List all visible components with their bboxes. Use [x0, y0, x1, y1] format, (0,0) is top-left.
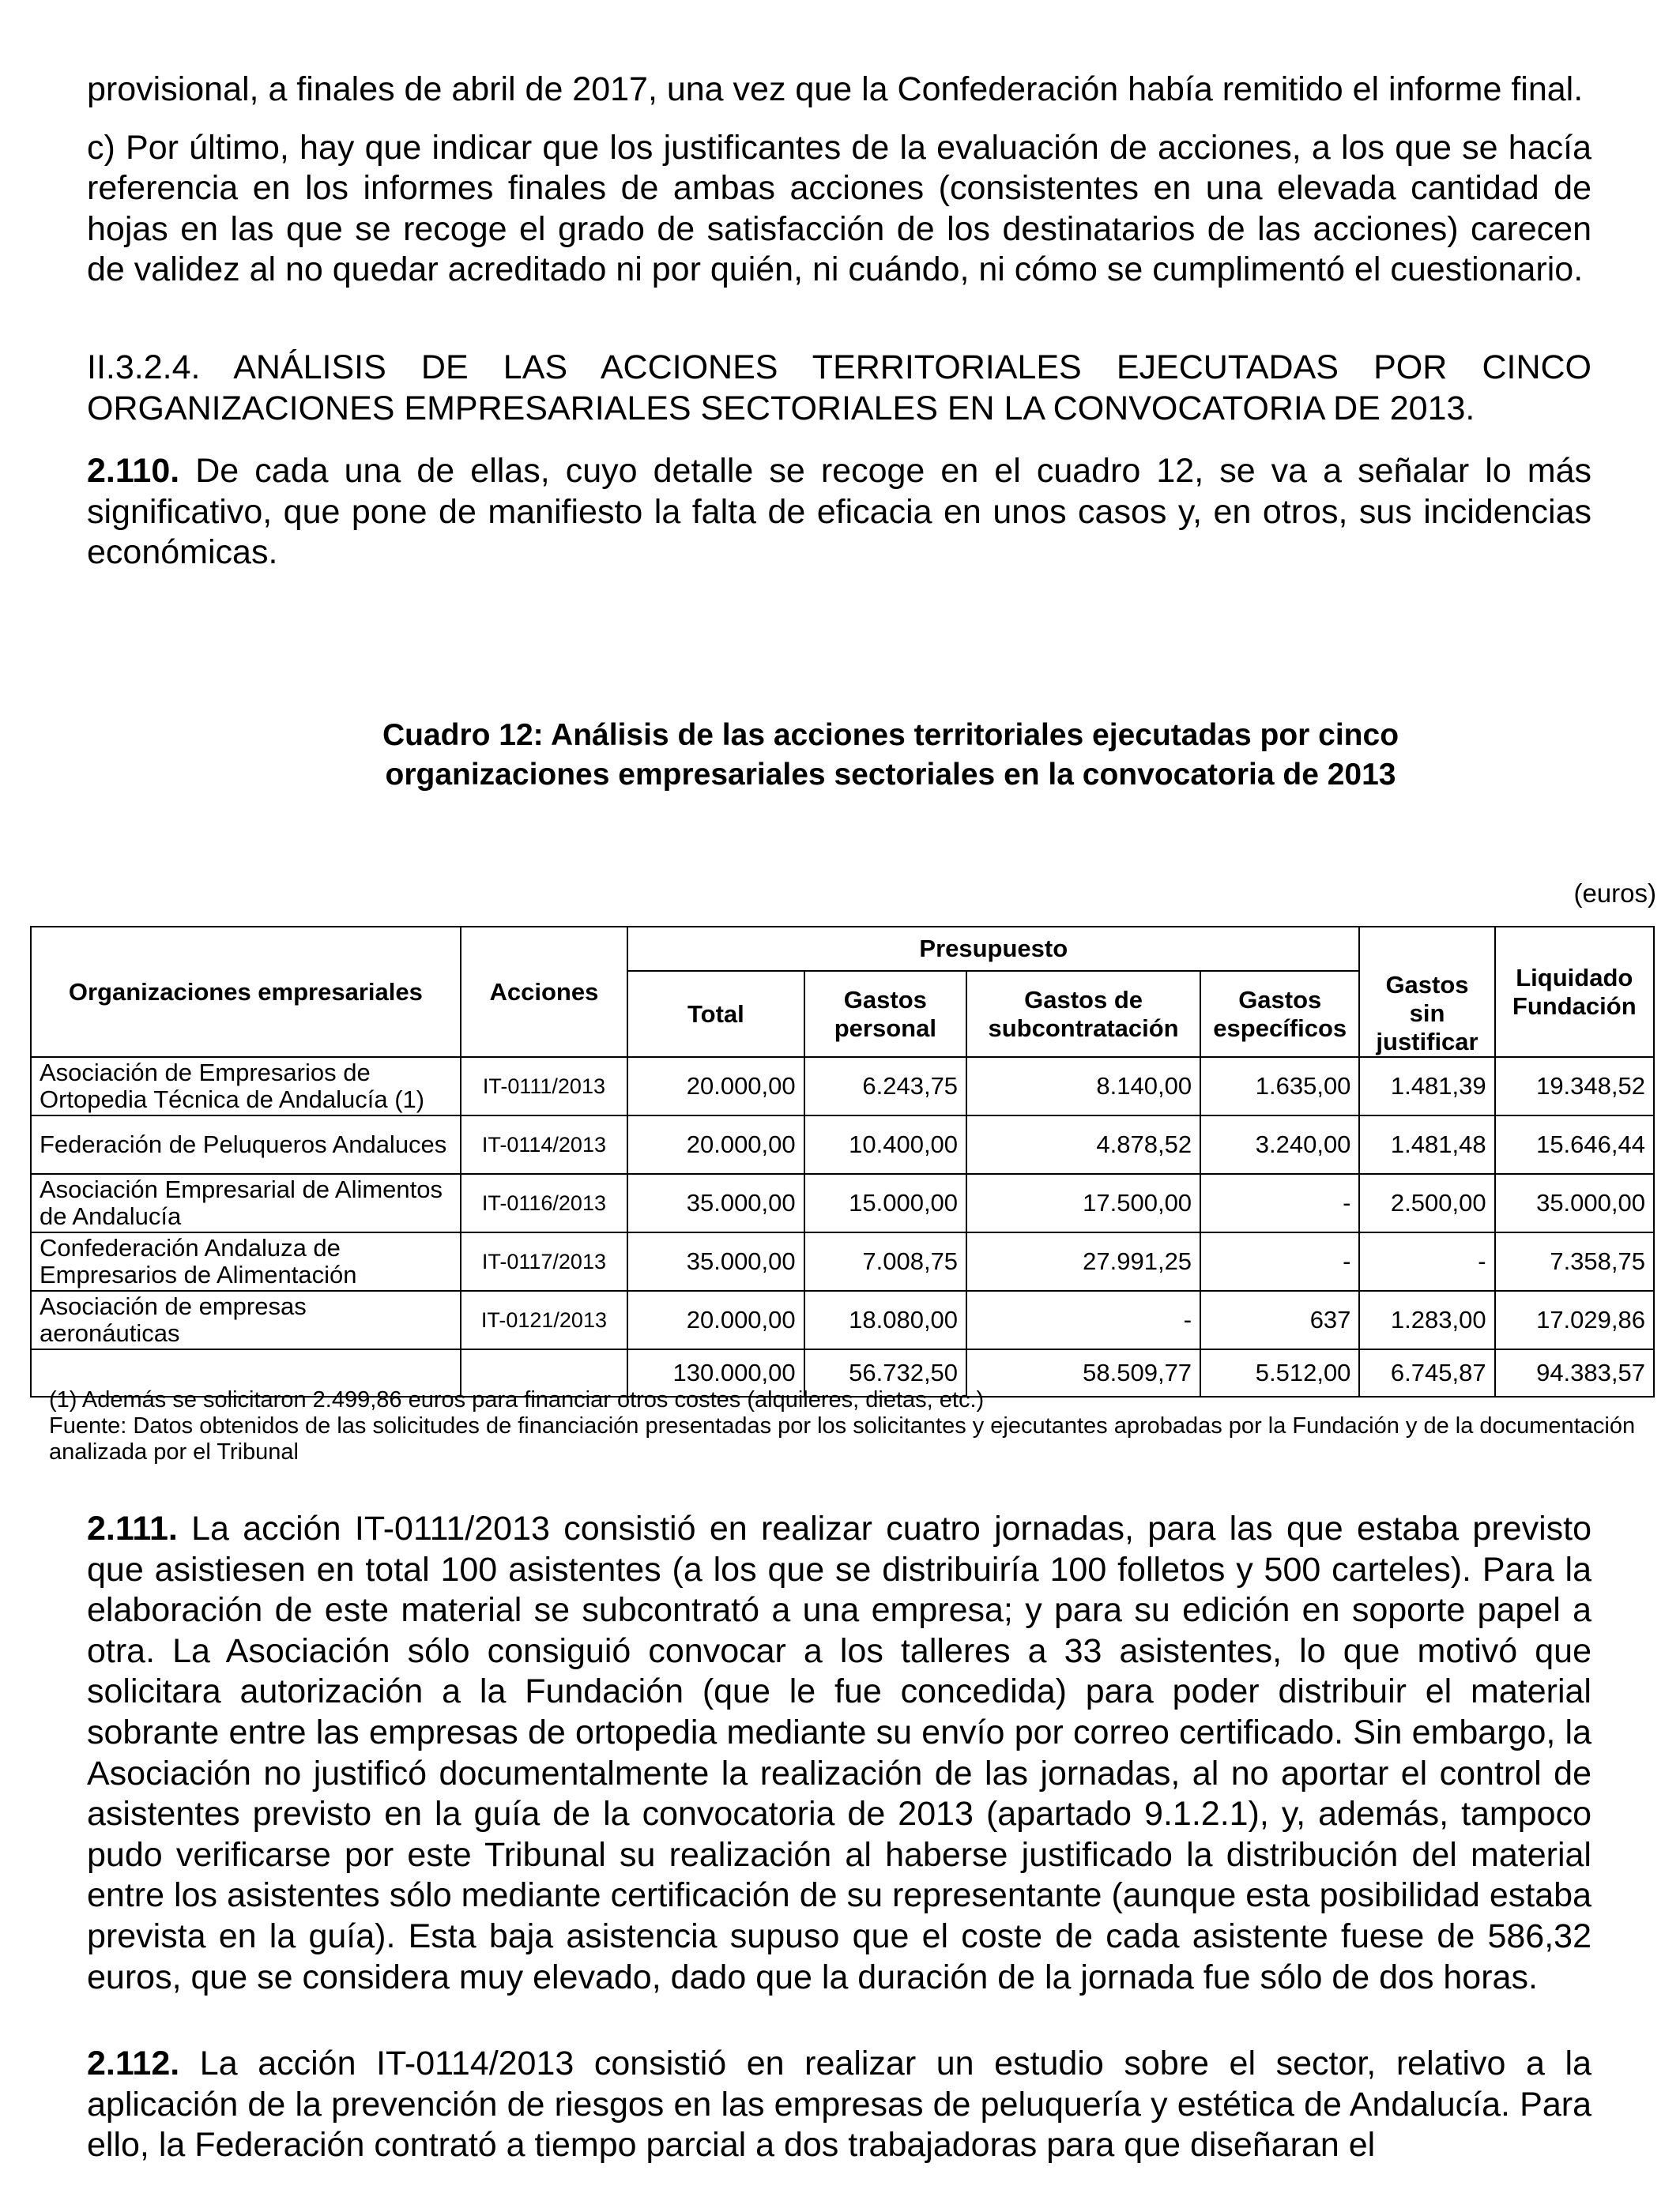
cell-personal: 18.080,00 [804, 1291, 966, 1349]
cell-sin-justificar: - [1359, 1232, 1494, 1291]
cell-subcontratacion: 17.500,00 [966, 1174, 1200, 1232]
cell-liquidado: 17.029,86 [1495, 1291, 1654, 1349]
paragraph-number: 2.111. [87, 1510, 178, 1548]
cell-subcontratacion: 4.878,52 [966, 1115, 1200, 1174]
header-org: Organizaciones empresariales [31, 927, 461, 1057]
cell-sin-justificar: 2.500,00 [1359, 1174, 1494, 1232]
cell-personal: 15.000,00 [804, 1174, 966, 1232]
header-blank [1359, 927, 1494, 971]
cell-accion: IT-0114/2013 [461, 1115, 627, 1174]
header-liquidado: Liquidado Fundación [1495, 927, 1654, 1057]
cell-personal: 7.008,75 [804, 1232, 966, 1291]
cell-subcontratacion: - [966, 1291, 1200, 1349]
cell-especificos: - [1200, 1174, 1359, 1232]
cell-total: 20.000,00 [627, 1057, 804, 1115]
table-notes [49, 1387, 1661, 1465]
total-liquidado: 94.383,57 [1495, 1349, 1654, 1397]
cell-especificos: - [1200, 1232, 1359, 1291]
total-total: 130.000,00 [627, 1349, 804, 1397]
paragraph-2110 [87, 451, 1591, 574]
table-row [31, 1115, 1654, 1174]
header-gastos-personal: Gastos personal [804, 971, 966, 1057]
cell-org: Asociación Empresarial de Alimentos de Andalucía [31, 1174, 461, 1232]
document-page [40, 70, 1656, 2165]
table-title-line-2: organizaciones empresariales sectoriales en la convocatoria de 2013 [385, 758, 1396, 792]
cell-total: 20.000,00 [627, 1291, 804, 1349]
paragraph-2112 [87, 2044, 1591, 2166]
paragraph-text: De cada una de ellas, cuyo detalle se recoge en el cuadro 12, se va a señalar lo más significativo, que pone de manifiesto la falta de eficacia en unos casos y, en otros, sus incidencias económicas. [87, 452, 1591, 572]
cell-personal: 10.400,00 [804, 1115, 966, 1174]
cell-total: 35.000,00 [627, 1232, 804, 1291]
cell-liquidado: 7.358,75 [1495, 1232, 1654, 1291]
cell-accion: IT-0111/2013 [461, 1057, 627, 1115]
cell-especificos: 637 [1200, 1291, 1359, 1349]
paragraph-c: c) Por último, hay que indicar que los justificantes de la evaluación de acciones, a los que se hacía referencia en los informes finales de ambas acciones (consistentes en una elevada cantidad de hojas en las que se recoge el grado de satisfacción de los destinatarios de las acciones) carecen de validez al no quedar acreditado ni por quién, ni cuándo, ni cómo se cumplimentó el cuestionario. [87, 128, 1591, 289]
paragraph-2111 [87, 1509, 1591, 1998]
table-footnote: (1) Además se solicitaron 2.499,86 euros para financiar otros costes (alquileres, dietas, etc.) [49, 1387, 985, 1413]
table-row [31, 1057, 1654, 1115]
section-heading: II.3.2.4. ANÁLISIS DE LAS ACCIONES TERRITORIALES EJECUTADAS POR CINCO ORGANIZACIONES EMPRESARIALES SECTORIALES EN LA CONVOCATORIA DE 2013. [87, 348, 1591, 427]
cell-org: Asociación de Empresarios de Ortopedia Técnica de Andalucía (1) [31, 1057, 461, 1115]
cell-accion: IT-0117/2013 [461, 1232, 627, 1291]
cell-total: 20.000,00 [627, 1115, 804, 1174]
header-total: Total [627, 971, 804, 1057]
cell-subcontratacion: 27.991,25 [966, 1232, 1200, 1291]
header-gastos-subcontratacion: Gastos de subcontratación [966, 971, 1200, 1057]
table-unit: (euros) [1573, 878, 1656, 908]
paragraph-text: La acción IT-0114/2013 consistió en realizar un estudio sobre el sector, relativo a la aplicación de la prevención de riesgos en las empresas de peluquería y estética de Andalucía. Para ello, la Federación contrató a tiempo parcial a dos trabajadoras para que diseñaran el [87, 2045, 1592, 2165]
header-presupuesto: Presupuesto [627, 927, 1359, 971]
table-row [31, 1291, 1654, 1349]
total-subcontratacion: 58.509,77 [966, 1349, 1200, 1397]
cell-sin-justificar: 1.283,00 [1359, 1291, 1494, 1349]
cuadro-12-table [30, 926, 1655, 1398]
cell-total: 35.000,00 [627, 1174, 804, 1232]
paragraph-continued: provisional, a finales de abril de 2017, una vez que la Confederación había remitido el informe final. [87, 70, 1584, 108]
table-title [87, 716, 1591, 795]
header-acciones: Acciones [461, 927, 627, 1057]
cell-liquidado: 19.348,52 [1495, 1057, 1654, 1115]
cell-accion: IT-0121/2013 [461, 1291, 627, 1349]
table-title-line-1: Cuadro 12: Análisis de las acciones territoriales ejecutadas por cinco [382, 718, 1399, 752]
cell-sin-justificar: 1.481,48 [1359, 1115, 1494, 1174]
cell-especificos: 1.635,00 [1200, 1057, 1359, 1115]
cell-liquidado: 15.646,44 [1495, 1115, 1654, 1174]
total-especificos: 5.512,00 [1200, 1349, 1359, 1397]
total-sin-justificar: 6.745,87 [1359, 1349, 1494, 1397]
cell-personal: 6.243,75 [804, 1057, 966, 1115]
table-row [31, 1232, 1654, 1291]
paragraph-text: La acción IT-0111/2013 consistió en realizar cuatro jornadas, para las que estaba previsto que asistiesen en total 100 asistentes (a los que se distribuiría 100 folletos y 500 carteles). Para la elaboración de este material se subcontrató a una empresa; y para su edición en soporte papel a otra. La Asociación sólo consiguió convocar a los talleres a 33 asistentes, lo que motivó que solicitara autorización a la Fundación (que le fue concedida) para poder distribuir el material sobrante entre las empresas de ortopedia mediante su envío por correo certificado. Sin embargo, la Asociación no justificó documentalmente la realización de las jornadas, al no aportar el control de asistentes previsto en la guía de la convocatoria de 2013 (apartado 9.1.2.1), y, además, tampoco pudo verificarse por este Tribunal su realización al haberse justificado la distribución del material entre los asistentes sólo mediante certificación de su representante (aunque esta posibilidad estaba prevista en la guía). Esta baja asistencia supuso que el coste de cada asistente fuese de 586,32 euros, que se considera muy elevado, dado que la duración de la jornada fue sólo de dos horas. [87, 1510, 1591, 1996]
cell-accion: IT-0116/2013 [461, 1174, 627, 1232]
cell-org: Asociación de empresas aeronáuticas [31, 1291, 461, 1349]
header-gastos-sin-justificar: Gastos sin justificar [1359, 971, 1494, 1057]
paragraphs-after-table [87, 1509, 1591, 2212]
paragraph-number: 2.112. [87, 2045, 180, 2083]
table-source: Fuente: Datos obtenidos de las solicitudes de financiación presentadas por los solicitantes y ejecutantes aprobadas por la Fundación y de la documentación analizada por el Tribunal [49, 1413, 1636, 1465]
cell-liquidado: 35.000,00 [1495, 1174, 1654, 1232]
cell-org: Confederación Andaluza de Empresarios de Alimentación [31, 1232, 461, 1291]
paragraph-number: 2.110. [87, 452, 180, 491]
cell-especificos: 3.240,00 [1200, 1115, 1359, 1174]
cell-subcontratacion: 8.140,00 [966, 1057, 1200, 1115]
table-row [31, 1174, 1654, 1232]
total-personal: 56.732,50 [804, 1349, 966, 1397]
cell-org: Federación de Peluqueros Andaluces [31, 1115, 461, 1174]
header-gastos-especificos: Gastos específicos [1200, 971, 1359, 1057]
cell-sin-justificar: 1.481,39 [1359, 1057, 1494, 1115]
